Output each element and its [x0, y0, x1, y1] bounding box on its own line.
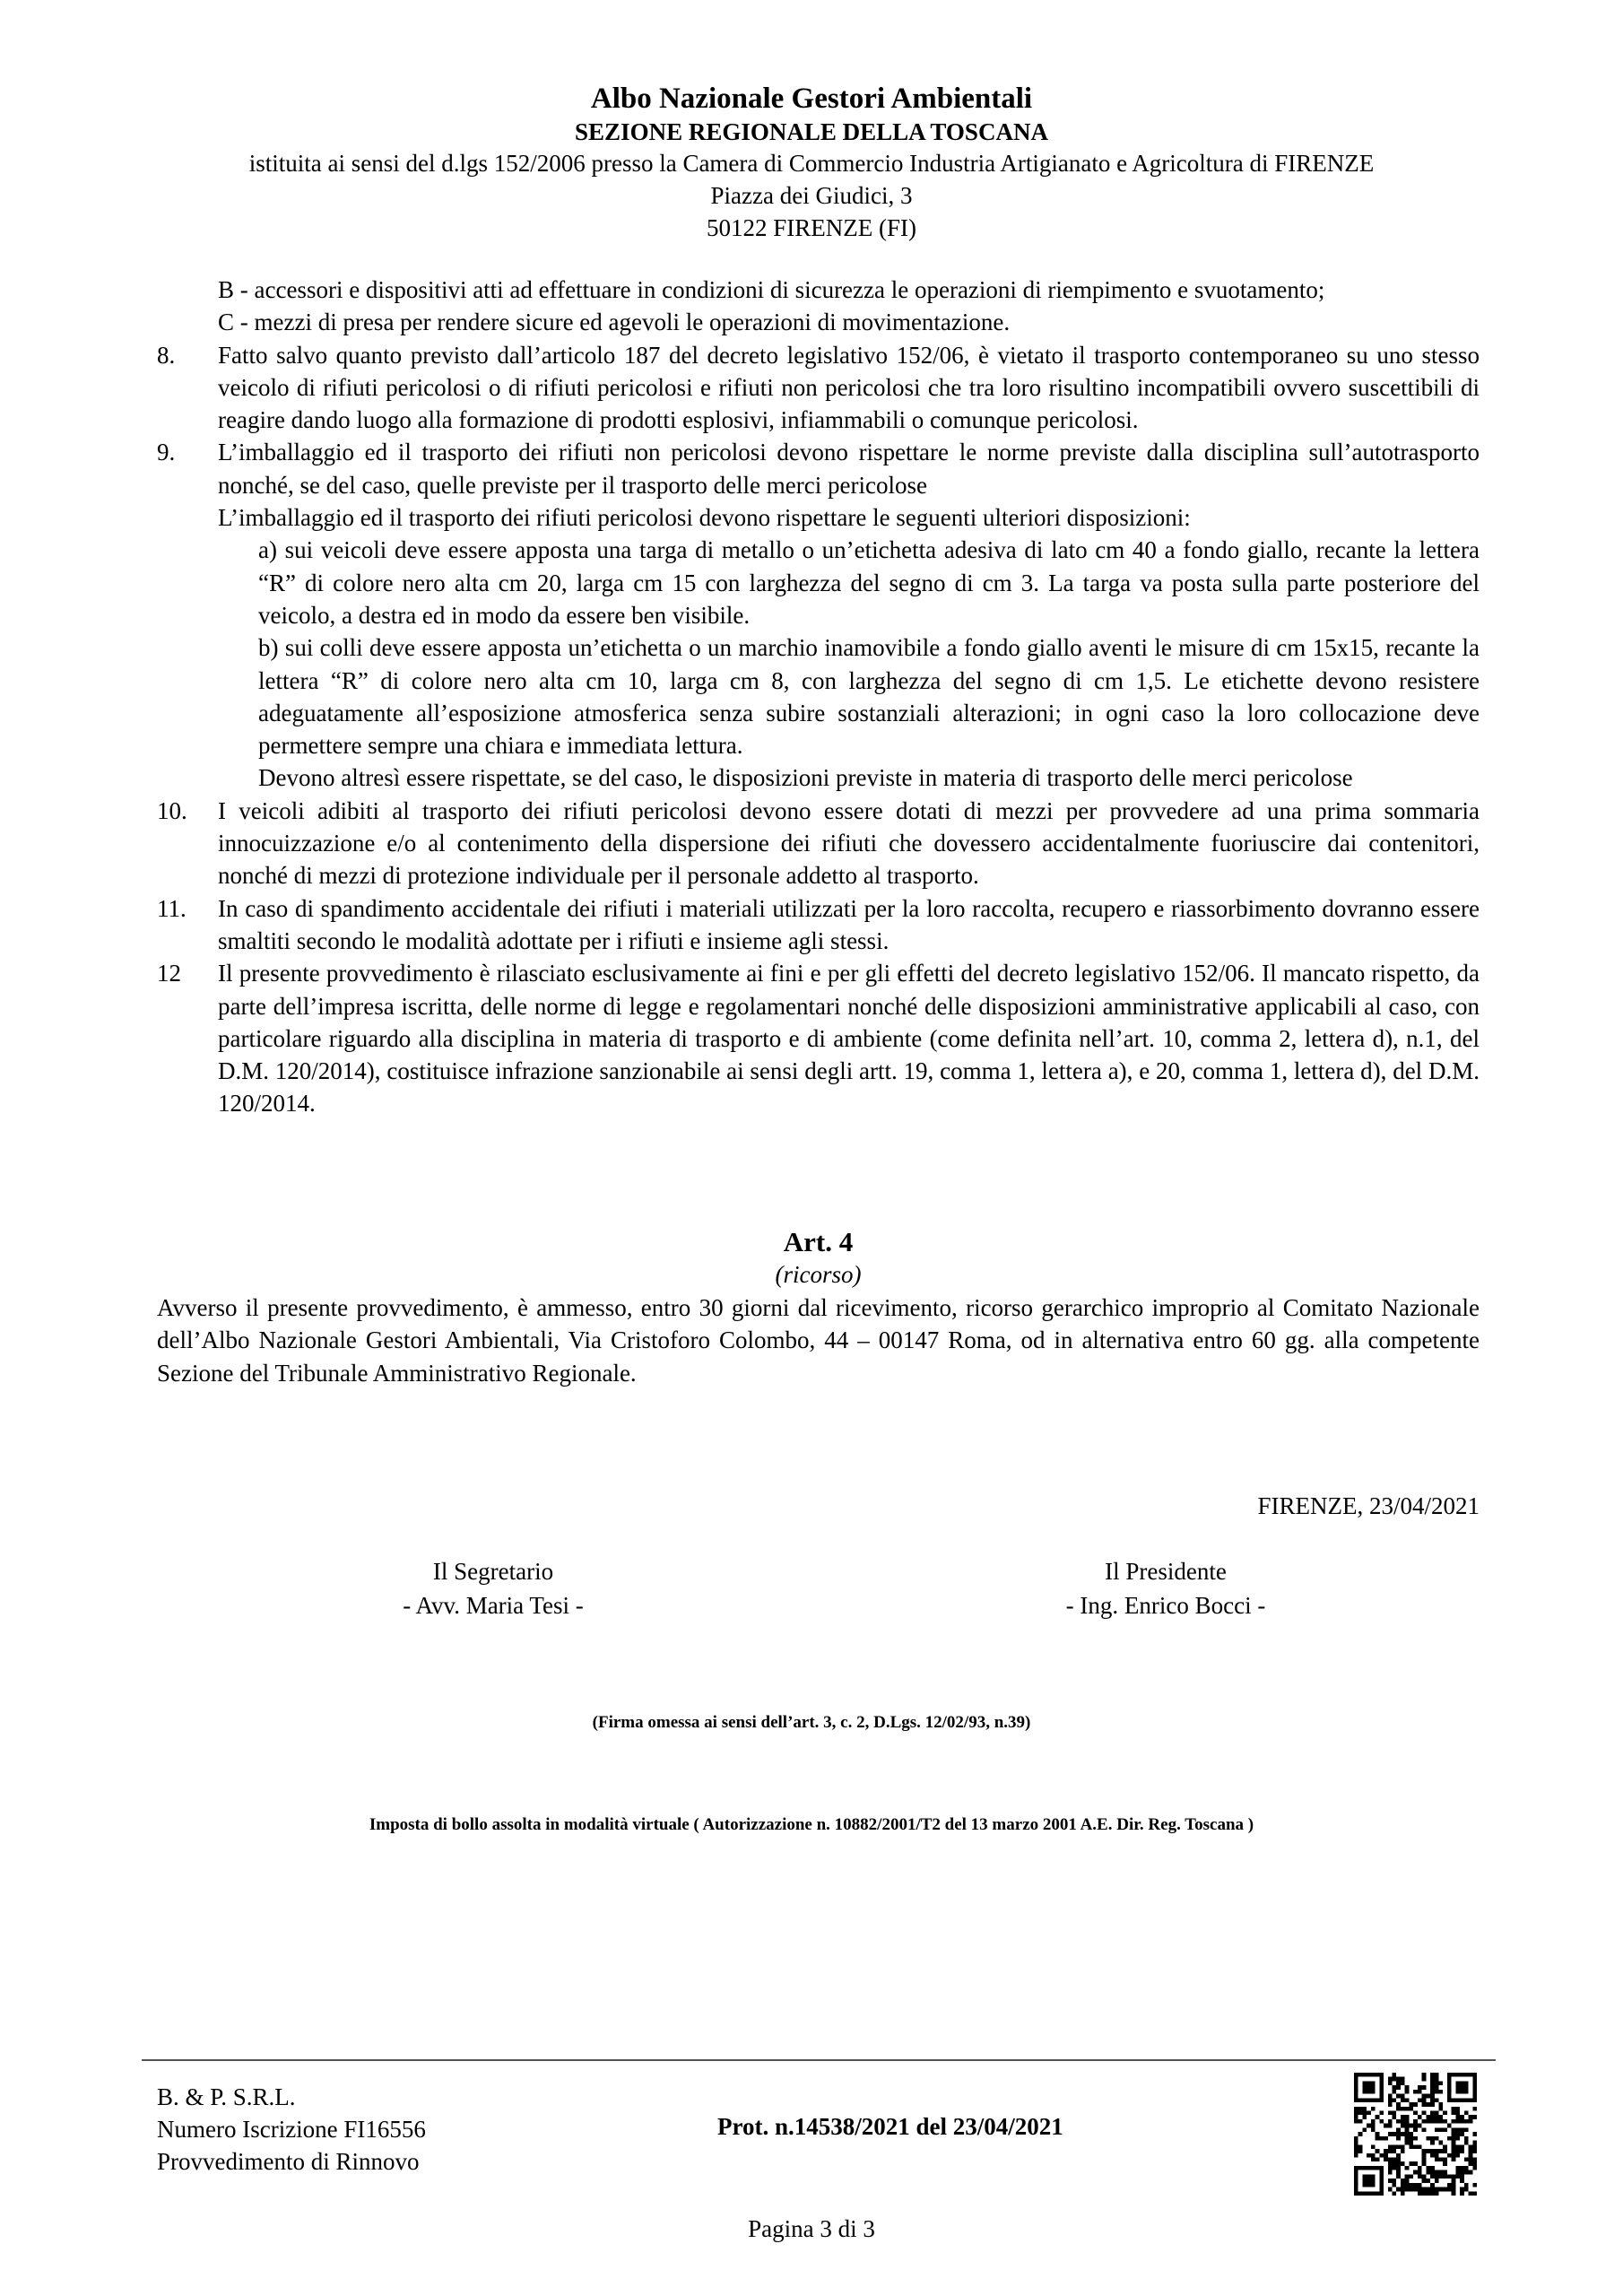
firma-note: (Firma omessa ai sensi dell’art. 3, c. 2, D.Lgs. 12/02/93, n.39): [592, 1713, 1031, 1732]
sub-item-note: Devono altresì essere rispettate, se del caso, le disposizioni previste in materia di trasporto delle merci pericolose: [258, 764, 1353, 792]
signature-name: - Avv. Maria Tesi -: [403, 1592, 584, 1619]
item-text: L’imballaggio ed il trasporto dei rifiuti non pericolosi devono rispettare le norme previste dalla disciplina sull’autotrasporto nonché, se del caso, quelle previste per il trasporto delle merci pericolose: [218, 439, 1480, 499]
item-number: 9.: [157, 439, 176, 466]
article-title: Art. 4: [783, 1226, 854, 1257]
article-subtitle: (ricorso): [775, 1261, 862, 1288]
list-item-10: [157, 795, 1480, 892]
iscrizione-number: Numero Iscrizione FI16556: [157, 2116, 426, 2143]
item-text: Il presente provvedimento è rilasciato esclusivamente ai fini e per gli effetti del decreto legislativo 152/06. Il mancato rispetto, da parte dell’impresa iscritta, delle norme di legge e regolamentari nonché delle disposizioni amministrative applicabili al caso, con particolare riguardo alla disciplina in materia di trasporto e di ambiente (come definita nell’art. 10, comma 2, lettera d), n.1, del D.M. 120/2014), costituisce infrazione sanzionabile ai sensi degli artt. 19, comma 1, lettera a), e 20, comma 1, lettera d), del D.M. 120/2014.: [218, 960, 1480, 1118]
header-line-2: Piazza dei Giudici, 3: [710, 182, 913, 209]
protocol-number: Prot. n.14538/2021 del 23/04/2021: [717, 2113, 1063, 2140]
document-header: [108, 81, 1515, 244]
paragraph-c: C - mezzi di presa per rendere sicure ed agevoli le operazioni di movimentazione.: [218, 309, 1011, 336]
provvedimento-type: Provvedimento di Rinnovo: [157, 2148, 420, 2175]
list-item-12: [157, 957, 1480, 1119]
item-text: Fatto salvo quanto previsto dall’articolo 187 del decreto legislativo 152/06, è vietato il trasporto contemporaneo su uno stesso veicolo di rifiuti pericolosi o di rifiuti pericolosi e rifiuti non pericolosi che tra loro risultino incompatibili ovvero suscettibili di reagire dando luogo alla formazione di prodotti esplosivi, infiammabili o comunque pericolosi.: [218, 341, 1480, 434]
article-heading: [157, 1225, 1480, 1290]
document-body: [157, 274, 1480, 1120]
item-text-2: L’imballaggio ed il trasporto dei rifiuti pericolosi devono rispettare le seguenti ulteriori disposizioni:: [218, 504, 1191, 532]
footer-divider: [142, 2059, 1496, 2061]
page-number: Pagina 3 di 3: [748, 2215, 875, 2242]
list-item-8: [157, 339, 1480, 437]
item-text: In caso di spandimento accidentale dei rifiuti i materiali utilizzati per la loro raccolta, recupero e riassorbimento dovranno essere smaltiti secondo le modalità adottate per i rifiuti e insieme agli stessi.: [218, 894, 1480, 954]
item-number: 12: [157, 960, 181, 987]
header-line-1: istituita ai sensi del d.lgs 152/2006 presso la Camera di Commercio Industria Artigianato e Agricoltura di FIRENZE: [248, 150, 1375, 177]
footer-company-block: [157, 2081, 426, 2178]
qr-code-icon: [1354, 2073, 1477, 2196]
signature-presidente: [1004, 1554, 1327, 1622]
item-number: 8.: [157, 341, 176, 369]
item-number: 11.: [157, 894, 187, 922]
place-date: FIRENZE, 23/04/2021: [1257, 1492, 1480, 1519]
company-name: B. & P. S.R.L.: [157, 2083, 296, 2110]
bollo-note: Imposta di bollo assolta in modalità virtuale ( Autorizzazione n. 10882/2001/T2 del 13 marzo 2001 A.E. Dir. Reg. Toscana ): [369, 1815, 1254, 1834]
header-title: Albo Nazionale Gestori Ambientali: [590, 83, 1033, 115]
signature-role: Il Presidente: [1105, 1558, 1227, 1585]
paragraph-b: B - accessori e dispositivi atti ad effettuare in condizioni di sicurezza le operazioni di riempimento e svuotamento;: [218, 276, 1325, 303]
item-text: I veicoli adibiti al trasporto dei rifiuti pericolosi devono essere dotati di mezzi per provvedere ad una prima sommaria innocuizzazione e/o al contenimento della dispersione dei rifiuti che dovessero accidentalmente fuoriuscire dai contenitori, nonché di mezzi di protezione individuale per il personale addetto al trasporto.: [218, 796, 1480, 890]
list-item-9: [157, 436, 1480, 794]
signature-role: Il Segretario: [432, 1558, 554, 1585]
header-section: SEZIONE REGIONALE DELLA TOSCANA: [575, 118, 1048, 145]
sub-item-a: a) sui veicoli deve essere apposta una targa di metallo o un’etichetta adesiva di lato cm 40 a fondo giallo, recante la lettera “R” di colore nero alta cm 20, larga cm 15 con larghezza del segno di cm 3. La targa va posta sulla parte posteriore del veicolo, a destra ed in modo da essere ben visibile.: [258, 536, 1480, 629]
signature-name: - Ing. Enrico Bocci -: [1065, 1592, 1266, 1619]
article-text: Avverso il presente provvedimento, è ammesso, entro 30 giorni dal ricevimento, ricorso gerarchico improprio al Comitato Nazionale dell’Albo Nazionale Gestori Ambientali, Via Cristoforo Colombo, 44 – 00147 Roma, od in alternativa entro 60 gg. alla competente Sezione del Tribunale Amministrativo Regionale.: [157, 1294, 1480, 1387]
header-line-3: 50122 FIRENZE (FI): [707, 214, 916, 241]
list-item-11: [157, 892, 1480, 958]
item-number: 10.: [157, 796, 187, 824]
sub-item-b: b) sui colli deve essere apposta un’etichetta o un marchio inamovibile a fondo giallo aventi le misure di cm 15x15, recante la lettera “R” di colore nero alta cm 10, larga cm 8, con larghezza del segno di cm 1,5. Le etichette devono resistere adeguatamente all’esposizione atmosferica senza subire sostanziali alterazioni; in ogni caso la loro collocazione deve permettere sempre una chiara e immediata lettura.: [258, 634, 1480, 760]
signature-segretario: [341, 1554, 646, 1622]
